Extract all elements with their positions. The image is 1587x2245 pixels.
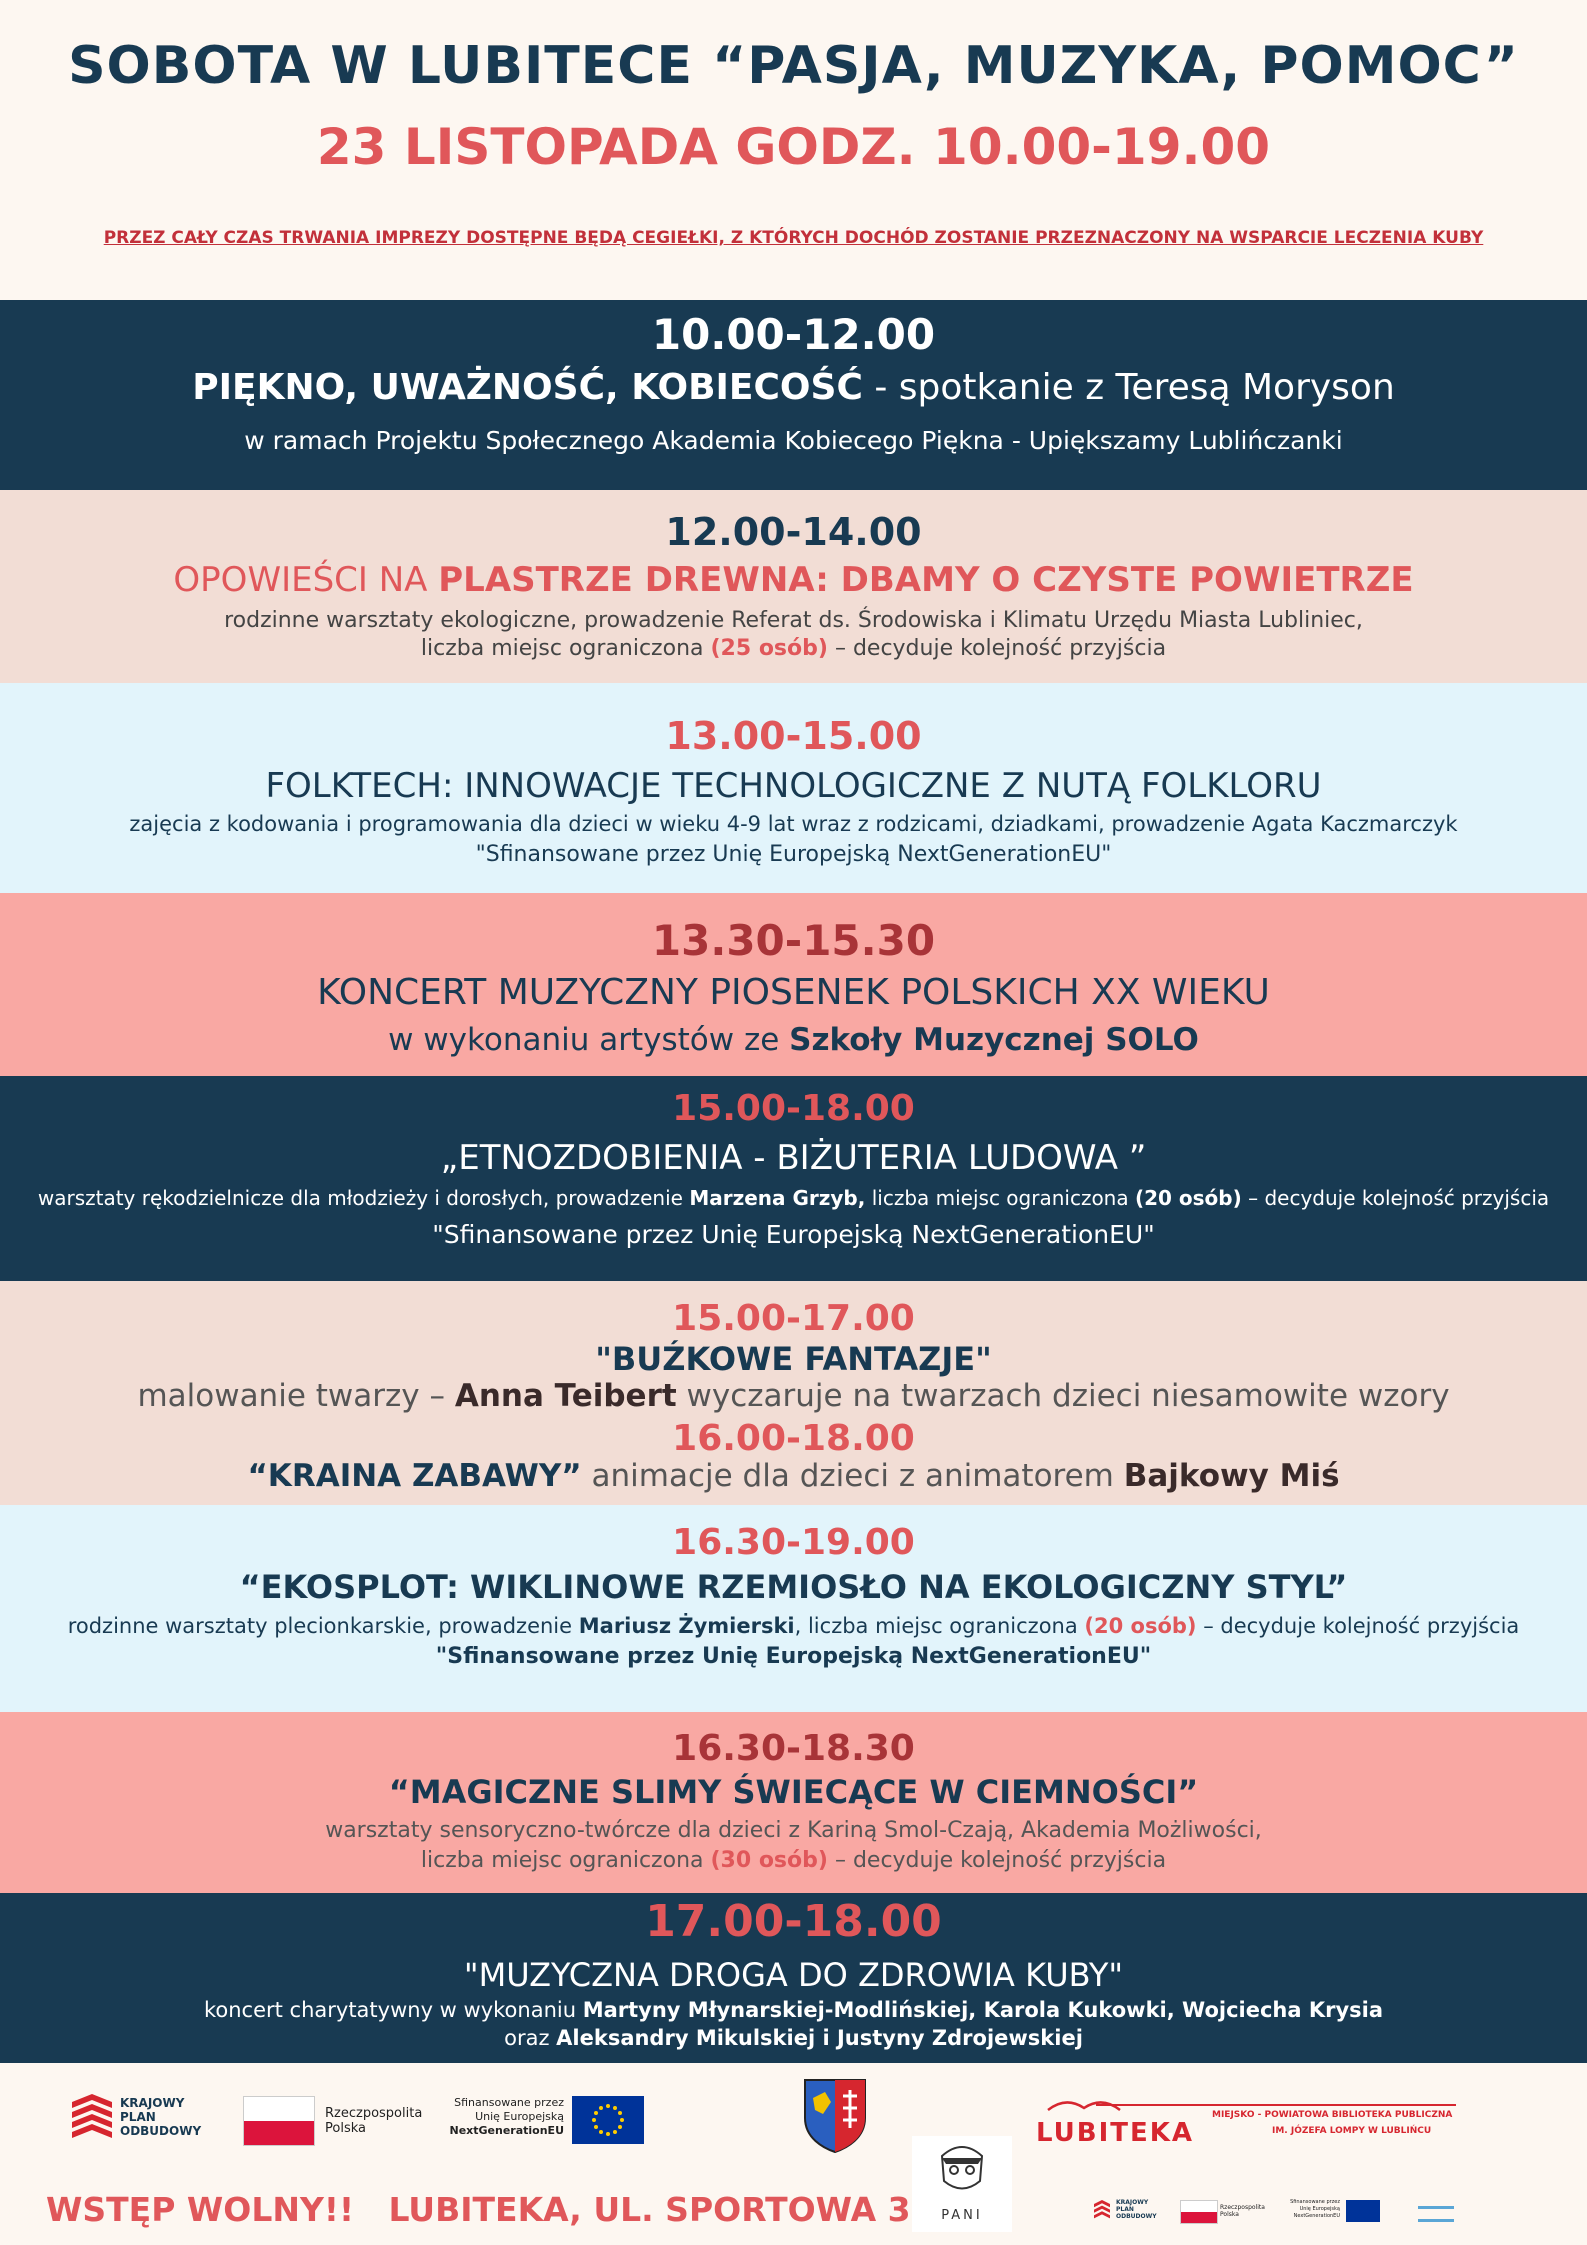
event-capacity <box>0 636 1587 661</box>
event-description-part: animacje dla dzieci z animatorem <box>581 1458 1124 1494</box>
kpo-line: ODBUDOWY <box>120 2124 202 2138</box>
event-description: zajęcia z kodowania i programowania dla dzieci w wieku 4-9 lat wraz z rodzicami, dziadkami, prowadzenie Agata Kaczmarczyk <box>129 812 1458 836</box>
kpo-line: PLAN <box>120 2110 156 2124</box>
library-name: MIEJSKO - POWIATOWA BIBLIOTEKA PUBLICZNA <box>1212 2110 1453 2120</box>
event-title: KONCERT MUZYCZNY PIOSENEK POLSKICH XX WIEKU <box>317 972 1270 1013</box>
capacity-note: – decyduje kolejność przyjścia <box>827 1848 1167 1873</box>
event-host: Bajkowy Miś <box>1123 1458 1340 1494</box>
event-description-part: malowanie twarzy – <box>137 1378 455 1414</box>
pani-portrait-icon <box>912 2136 1012 2206</box>
event-time: 16.30-18.30 <box>672 1728 915 1769</box>
event-time-2: 16.00-18.00 <box>672 1418 915 1459</box>
event-description: warsztaty sensoryczno-twórcze dla dzieci z Kariną Smol-Czają, Akademia Możliwości, <box>325 1818 1262 1843</box>
capacity-label: liczba miejsc ograniczona <box>420 1848 711 1873</box>
event-title: "BUŹKOWE FANTAZJE" <box>595 1340 992 1378</box>
rp-line: Polska <box>325 2121 366 2136</box>
event-performer: Szkoły Muzycznej SOLO <box>789 1022 1199 1058</box>
event-funding: "Sfinansowane przez Unię Europejską NextGenerationEU" <box>435 1644 1152 1669</box>
capacity-note: – decyduje kolejność przyjścia <box>1241 1186 1550 1210</box>
event-funding: "Sfinansowane przez Unię Europejską NextGenerationEU" <box>475 842 1112 867</box>
event-title: “MAGICZNE SLIMY ŚWIECĄCE W CIEMNOŚCI” <box>388 1773 1199 1811</box>
eu-line: Sfinansowane przez <box>454 2096 564 2109</box>
kpo-small-line: ODBUDOWY <box>1116 2213 1157 2220</box>
event-title <box>0 560 1587 600</box>
event-time: 13.30-15.30 <box>651 916 936 965</box>
capacity-note: – decyduje kolejność przyjścia <box>827 636 1167 661</box>
kpo-icon <box>72 2094 112 2144</box>
event-title-bold: PLASTRZE DREWNA: DBAMY O CZYSTE POWIETRZE <box>438 560 1414 600</box>
event-description-2 <box>0 1458 1587 1494</box>
event-time: 17.00-18.00 <box>645 1896 942 1947</box>
rp-small-line: Rzeczpospolita <box>1220 2204 1265 2211</box>
event-time: 15.00-18.00 <box>672 1088 915 1129</box>
kpo-logo <box>72 2094 232 2148</box>
event-title-bold: PIĘKNO, UWAŻNOŚĆ, KOBIECOŚĆ <box>192 367 863 408</box>
eu-line: Unię Europejską <box>475 2110 564 2123</box>
eu-logo <box>438 2094 648 2148</box>
library-small-icon <box>1418 2206 1454 2222</box>
lubiteka-wordmark: LUBITEKA <box>1036 2118 1195 2148</box>
eu-line: NextGenerationEU <box>449 2124 564 2137</box>
kpo-line: KRAJOWY <box>120 2096 185 2110</box>
event-title-2: “KRAINA ZABAWY” <box>247 1458 582 1494</box>
event-description-part: warsztaty rękodzielnicze dla młodzieży i dorosłych, prowadzenie <box>37 1186 690 1210</box>
event-time: 10.00-12.00 <box>651 310 936 359</box>
event-title-rest: - spotkanie z Teresą Moryson <box>862 367 1395 408</box>
event-description <box>0 1186 1587 1210</box>
event-performers: Aleksandry Mikulskiej i Justyny Zdrojewskiej <box>556 2026 1083 2050</box>
rp-line: Rzeczpospolita <box>325 2106 423 2121</box>
event-description-part: wyczaruje na twarzach dzieci niesamowite wzory <box>676 1378 1450 1414</box>
polish-flag-small-icon <box>1180 2200 1218 2224</box>
capacity-label: liczba miejsc ograniczona <box>865 1186 1135 1210</box>
kpo-small-line: KRAJOWY <box>1116 2199 1149 2206</box>
library-patron: IM. JÓZEFA LOMPY W LUBLIŃCU <box>1272 2126 1432 2136</box>
event-description <box>0 1378 1587 1414</box>
rp-logo <box>243 2096 443 2146</box>
event-description <box>0 1022 1587 1058</box>
event-funding: "Sfinansowane przez Unię Europejską NextGenerationEU" <box>432 1220 1155 1249</box>
event-description <box>0 1614 1587 1638</box>
pani-logo <box>912 2136 1012 2232</box>
event-description <box>0 1998 1587 2022</box>
event-time: 15.00-17.00 <box>672 1298 915 1339</box>
capacity-count: (25 osób) <box>710 636 828 661</box>
page-title: SOBOTA W LUBITECE “PASJA, MUZYKA, POMOC” <box>68 36 1519 96</box>
event-host: Mariusz Żymierski <box>578 1614 795 1638</box>
eu-small-line: Unię Europejską <box>1299 2206 1340 2212</box>
event-host: Marzena Grzyb, <box>689 1186 866 1210</box>
book-icon <box>1044 2092 1124 2114</box>
event-description-part: rodzinne warsztaty plecionkarskie, prowadzenie <box>67 1614 579 1638</box>
event-time: 13.00-15.00 <box>665 714 922 758</box>
event-performers: Martyny Młynarskiej-Modlińskiej, Karola Kukowki, Wojciecha Krysia <box>582 1998 1384 2022</box>
lubiteka-logo <box>1036 2092 1456 2158</box>
eu-small-line: Sfinansowane przez <box>1290 2199 1340 2205</box>
event-title: FOLKTECH: INNOWACJE TECHNOLOGICZNE Z NUTĄ FOLKLORU <box>265 766 1322 806</box>
event-description-2 <box>0 2026 1587 2050</box>
event-title <box>0 367 1587 408</box>
event-description-part: w wykonaniu artystów ze <box>388 1022 790 1058</box>
event-title: "MUZYCZNA DROGA DO ZDROWIA KUBY" <box>463 1956 1124 1994</box>
event-title-part: OPOWIEŚCI NA <box>173 560 439 600</box>
kpo-small-line: PLAN <box>1116 2206 1134 2213</box>
polish-flag-icon <box>243 2096 315 2146</box>
capacity-count: (20 osób) <box>1134 1186 1242 1210</box>
entry-info: WSTĘP WOLNY!! LUBITEKA, UL. SPORTOWA 3 <box>46 2190 911 2229</box>
event-capacity <box>0 1848 1587 1873</box>
capacity-note: – decyduje kolejność przyjścia <box>1196 1614 1520 1638</box>
rp-small-line: Polska <box>1220 2211 1239 2218</box>
small-logo-strip <box>1092 2196 1472 2226</box>
pani-label: PANI <box>941 2208 983 2223</box>
capacity-label: , liczba miejsc ograniczona <box>794 1614 1085 1638</box>
event-description: rodzinne warsztaty ekologiczne, prowadzenie Referat ds. Środowiska i Klimatu Urzędu Miasta Lubliniec, <box>224 608 1363 633</box>
event-host: Anna Teibert <box>454 1378 677 1414</box>
event-description-part: oraz <box>504 2026 557 2050</box>
capacity-label: liczba miejsc ograniczona <box>420 636 711 661</box>
eu-flag-small-icon <box>1346 2200 1380 2222</box>
event-title: „ETNOZDOBIENIA - BIŻUTERIA LUDOWA ” <box>440 1138 1147 1178</box>
coat-of-arms-icon <box>803 2078 867 2154</box>
event-time: 12.00-14.00 <box>665 510 922 554</box>
charity-note: PRZEZ CAŁY CZAS TRWANIA IMPREZY DOSTĘPNE BĘDĄ CEGIEŁKI, Z KTÓRYCH DOCHÓD ZOSTANIE PRZEZNACZONY NA WSPARCIE LECZENIA KUBY <box>103 228 1484 248</box>
event-date: 23 LISTOPADA GODZ. 10.00-19.00 <box>316 118 1271 176</box>
event-title: “EKOSPLOT: WIKLINOWE RZEMIOSŁO NA EKOLOGICZNY STYL” <box>239 1568 1348 1606</box>
event-description-part: koncert charytatywny w wykonaniu <box>203 1998 583 2022</box>
event-description: w ramach Projektu Społecznego Akademia Kobiecego Piękna - Upiększamy Lublińczanki <box>244 426 1343 455</box>
kpo-small-icon <box>1092 2200 1112 2220</box>
eu-small-line: NextGenerationEU <box>1293 2213 1340 2219</box>
capacity-count: (20 osób) <box>1084 1614 1197 1638</box>
eu-flag-icon <box>572 2096 644 2144</box>
capacity-count: (30 osób) <box>710 1848 828 1873</box>
event-time: 16.30-19.00 <box>672 1522 915 1563</box>
